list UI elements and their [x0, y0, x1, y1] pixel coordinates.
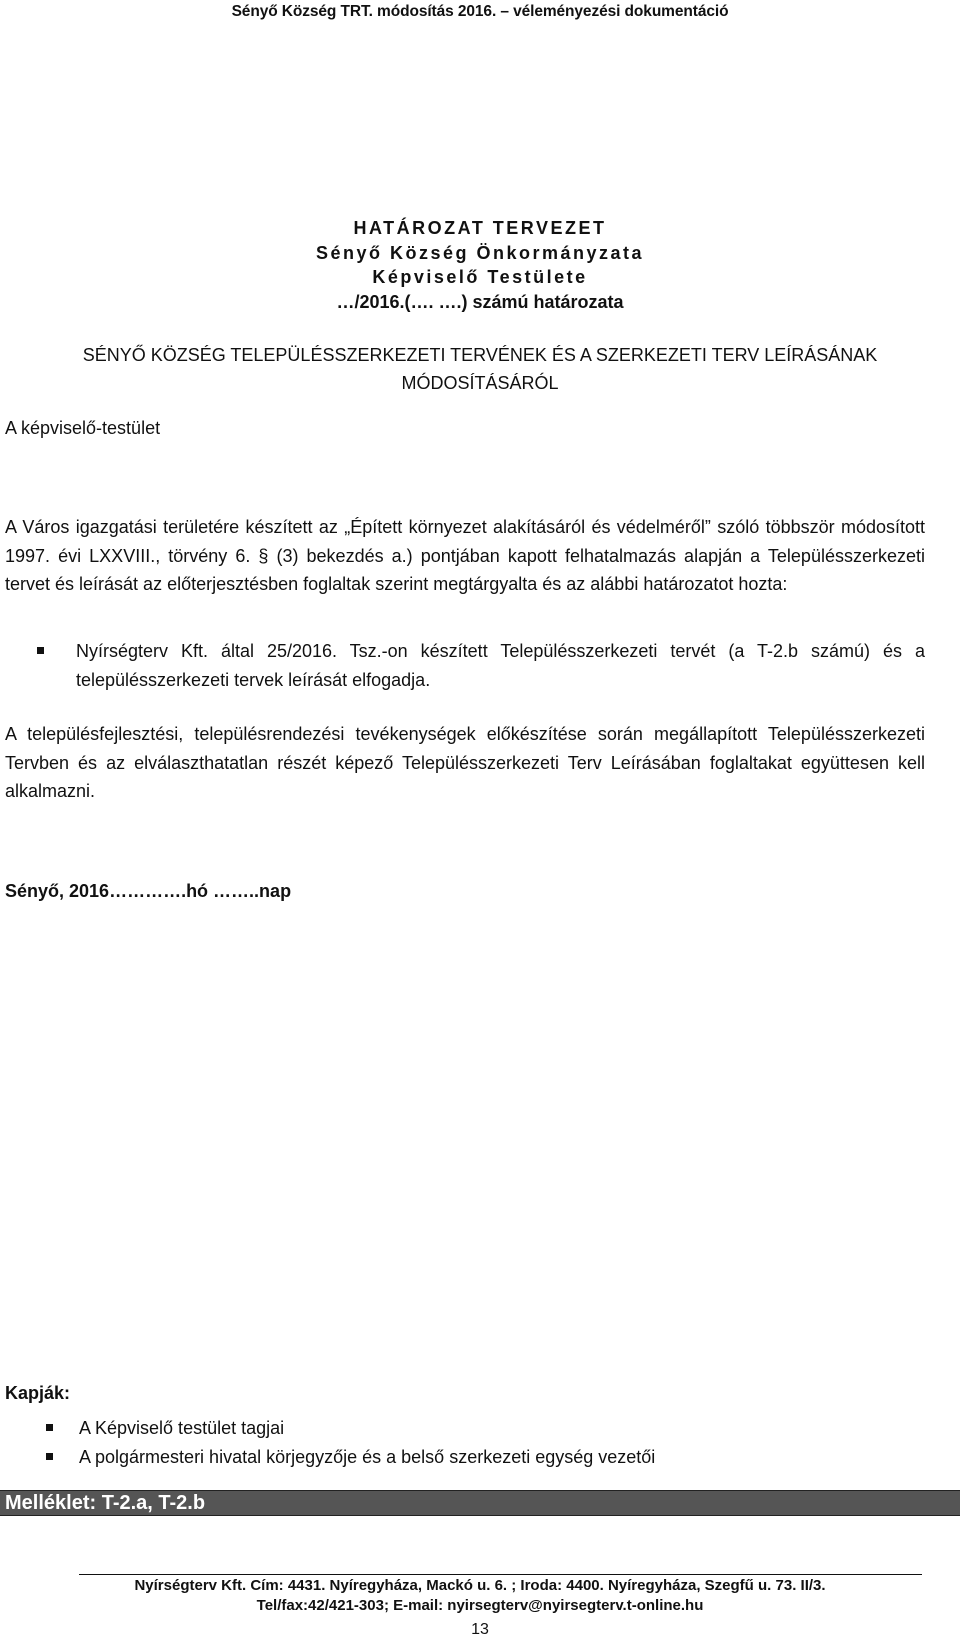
running-header: Sényő Község TRT. módosítás 2016. – véleményezési dokumentáció [231, 3, 729, 20]
municipality-name: Sényő Község Önkormányzata [315, 242, 645, 263]
bullet-square-icon [46, 1424, 53, 1431]
footer-address: Nyírségterv Kft. Cím: 4431. Nyíregyháza, Mackó u. 6. ; Iroda: 4400. Nyíregyháza, Szegfű u. 73. II/3. [134, 1577, 826, 1594]
decision-item [36, 637, 925, 694]
page-number: 13 [471, 1621, 489, 1638]
distribution-item [36, 1414, 916, 1443]
paragraph-legal-basis: A Város igazgatási területére készített az „Épített környezet alakításáról és védelméről” szóló többször módosított 1997. évi LXXVIII., törvény 6. § (3) bekezdés a.) pontjában kapott felhatalmazás alapján a Településszerkezeti tervet és leírását az előterjesztésben foglaltak szerint megtárgyalta és az alábbi határozatot hozta: [5, 517, 925, 594]
subject-line-1: SÉNYŐ KÖZSÉG TELEPÜLÉSSZERKEZETI TERVÉNEK ÉS A SZERKEZETI TERV LEÍRÁSÁNAK [82, 345, 878, 365]
distribution-item-text: A Képviselő testület tagjai [79, 1418, 285, 1438]
footer-contact: Tel/fax:42/421-303; E-mail: nyirsegterv@nyirsegterv.t-online.hu [256, 1597, 704, 1614]
date-line: Sényő, 2016………….hó ……..nap [5, 881, 292, 901]
distribution-item-text: A polgármesteri hivatal körjegyzője és a belső szerkezeti egység vezetői [79, 1446, 656, 1467]
decision-item-text: Nyírségterv Kft. által 25/2016. Tsz.-on készített Településszerkezeti tervét (a T-2.b számú) és a településszerkezeti tervek leírását elfogadja. [76, 641, 925, 690]
intro-text: A képviselő-testület [5, 418, 161, 438]
attachment-bar [0, 1490, 960, 1516]
council-name: Képviselő Testülete [372, 267, 588, 287]
decision-list [36, 637, 925, 694]
distribution-label: Kapják: [5, 1383, 71, 1403]
resolution-heading: HATÁROZAT TERVEZET [353, 218, 607, 238]
paragraph-application: A településfejlesztési, településrendezési tevékenységek előkészítése során megállapított Településszerkezeti Tervben és az elválaszthatatlan részét képező Településszerkezeti Terv Leírásában foglaltakat együttesen kell alkalmazni. [5, 724, 925, 801]
bullet-square-icon [37, 647, 44, 654]
distribution-list [36, 1414, 916, 1471]
subject-line-2: MÓDOSÍTÁSÁRÓL [401, 373, 559, 393]
attachment-label: Melléklet: T-2.a, T-2.b [5, 1492, 206, 1514]
resolution-subject [0, 341, 960, 397]
footer-divider [79, 1574, 922, 1575]
bullet-square-icon [46, 1453, 53, 1460]
distribution-item [36, 1443, 916, 1472]
resolution-number: …/2016.(…. ….) számú határozata [336, 291, 624, 312]
resolution-title-block [0, 216, 960, 314]
